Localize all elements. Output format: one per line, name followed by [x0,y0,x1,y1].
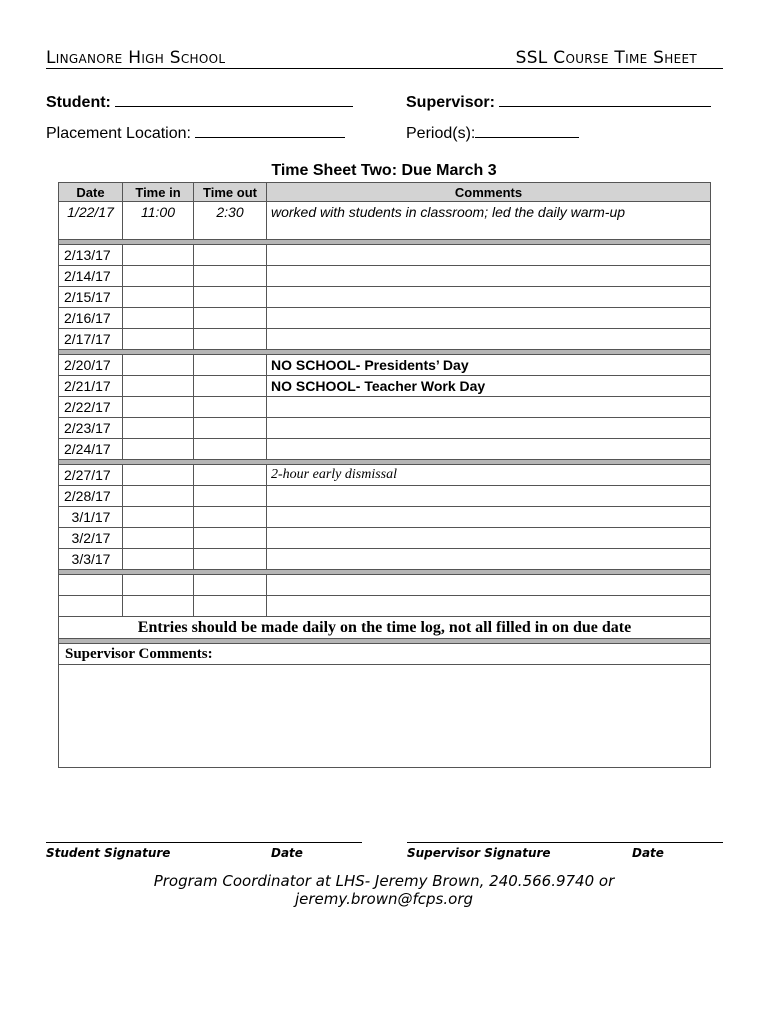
row-date: 3/3/17 [59,549,123,570]
sample-time-out: 2:30 [194,202,267,240]
time-out-cell[interactable] [194,575,267,596]
comment-cell[interactable] [267,549,711,570]
row-date: 2/21/17 [59,376,123,397]
supervisor-date-label: Date [632,846,664,860]
supervisor-line[interactable] [499,90,711,107]
comment-cell[interactable] [267,245,711,266]
table-row [59,465,711,486]
row-date: 2/16/17 [59,308,123,329]
entries-note: Entries should be made daily on the time log, not all filled in on due date [59,617,711,639]
time-out-cell[interactable] [194,355,267,376]
time-out-cell[interactable] [194,507,267,528]
comment-cell[interactable] [267,287,711,308]
comment-cell[interactable] [267,397,711,418]
page-header [46,46,723,69]
supervisor-comments-box[interactable] [59,665,711,768]
table-row [59,596,711,617]
sample-date: 1/22/17 [59,202,123,240]
student-signature-line[interactable] [46,842,362,860]
comment-cell[interactable] [267,575,711,596]
table-row [59,329,711,350]
supervisor-label: Supervisor: [406,94,495,111]
time-out-cell[interactable] [194,287,267,308]
table-row [59,397,711,418]
table-row [59,549,711,570]
row-date: 2/17/17 [59,329,123,350]
time-in-cell[interactable] [123,418,194,439]
supervisor-signature-line[interactable] [407,842,723,860]
period-field[interactable] [406,121,579,143]
time-in-cell[interactable] [123,528,194,549]
table-row [59,355,711,376]
row-date: 2/15/17 [59,287,123,308]
time-out-cell[interactable] [194,439,267,460]
period-line[interactable] [475,121,579,138]
student-label: Student: [46,94,111,111]
extra-date-cell[interactable] [59,575,123,596]
early-dismissal-note: 2-hour early dismissal [267,465,711,486]
time-out-cell[interactable] [194,245,267,266]
sample-comment: worked with students in classroom; led the daily warm-up [267,202,711,240]
time-out-cell[interactable] [194,308,267,329]
col-time-out: Time out [194,183,267,202]
table-row [59,308,711,329]
period-label: Period(s): [406,125,476,142]
comment-cell[interactable] [267,418,711,439]
comment-cell[interactable] [267,329,711,350]
time-in-cell[interactable] [123,575,194,596]
table-row [59,507,711,528]
row-date: 2/13/17 [59,245,123,266]
row-date: 2/20/17 [59,355,123,376]
col-time-in: Time in [123,183,194,202]
time-out-cell[interactable] [194,376,267,397]
table-row [59,439,711,460]
comment-cell[interactable] [267,528,711,549]
placement-field[interactable] [46,121,345,143]
comment-cell[interactable] [267,266,711,287]
student-field[interactable] [46,90,353,112]
school-name: Linganore High School [46,48,226,68]
form-title: SSL Course Time Sheet [515,48,697,68]
supervisor-field[interactable] [406,90,711,112]
row-date: 3/2/17 [59,528,123,549]
row-date: 2/23/17 [59,418,123,439]
student-line[interactable] [115,90,353,107]
time-in-cell[interactable] [123,397,194,418]
time-in-cell[interactable] [123,596,194,617]
table-row [59,376,711,397]
time-in-cell[interactable] [123,245,194,266]
time-in-cell[interactable] [123,266,194,287]
comment-cell[interactable] [267,507,711,528]
row-date: 3/1/17 [59,507,123,528]
time-log-table [58,182,711,768]
placement-label: Placement Location: [46,125,191,142]
time-in-cell[interactable] [123,287,194,308]
coordinator-line: Program Coordinator at LHS- Jeremy Brown, 240.566.9740 or [153,872,615,890]
table-row [59,528,711,549]
time-out-cell[interactable] [194,418,267,439]
time-in-cell[interactable] [123,507,194,528]
program-coordinator-info [0,872,768,908]
time-in-cell[interactable] [123,376,194,397]
table-row [59,266,711,287]
time-in-cell[interactable] [123,549,194,570]
sheet-title: Time Sheet Two: Due March 3 [271,162,497,179]
no-school-note: NO SCHOOL- Teacher Work Day [267,376,711,397]
sample-time-in: 11:00 [123,202,194,240]
comment-cell[interactable] [267,308,711,329]
time-in-cell[interactable] [123,486,194,507]
sample-row [59,202,711,240]
table-row [59,287,711,308]
time-in-cell[interactable] [123,355,194,376]
table-row [59,418,711,439]
time-out-cell[interactable] [194,528,267,549]
time-out-cell[interactable] [194,549,267,570]
table-row [59,486,711,507]
time-out-cell[interactable] [194,465,267,486]
col-comments: Comments [267,183,711,202]
time-out-cell[interactable] [194,397,267,418]
placement-line[interactable] [195,121,345,138]
extra-date-cell[interactable] [59,596,123,617]
row-date: 2/24/17 [59,439,123,460]
comment-cell[interactable] [267,439,711,460]
row-date: 2/27/17 [59,465,123,486]
time-out-cell[interactable] [194,266,267,287]
comment-cell[interactable] [267,596,711,617]
time-in-cell[interactable] [123,439,194,460]
row-date: 2/14/17 [59,266,123,287]
no-school-note: NO SCHOOL- Presidents’ Day [267,355,711,376]
row-date: 2/22/17 [59,397,123,418]
table-row [59,245,711,266]
time-in-cell[interactable] [123,308,194,329]
supervisor-comments-label: Supervisor Comments: [59,644,711,665]
time-out-cell[interactable] [194,596,267,617]
time-out-cell[interactable] [194,329,267,350]
time-out-cell[interactable] [194,486,267,507]
time-in-cell[interactable] [123,329,194,350]
student-date-label: Date [271,846,303,860]
comment-cell[interactable] [267,486,711,507]
supervisor-signature-label: Supervisor Signature [407,846,551,860]
row-date: 2/28/17 [59,486,123,507]
coordinator-email[interactable]: jeremy.brown@fcps.org [294,890,474,908]
time-in-cell[interactable] [123,465,194,486]
student-signature-label: Student Signature [46,846,171,860]
col-date: Date [59,183,123,202]
table-row [59,575,711,596]
